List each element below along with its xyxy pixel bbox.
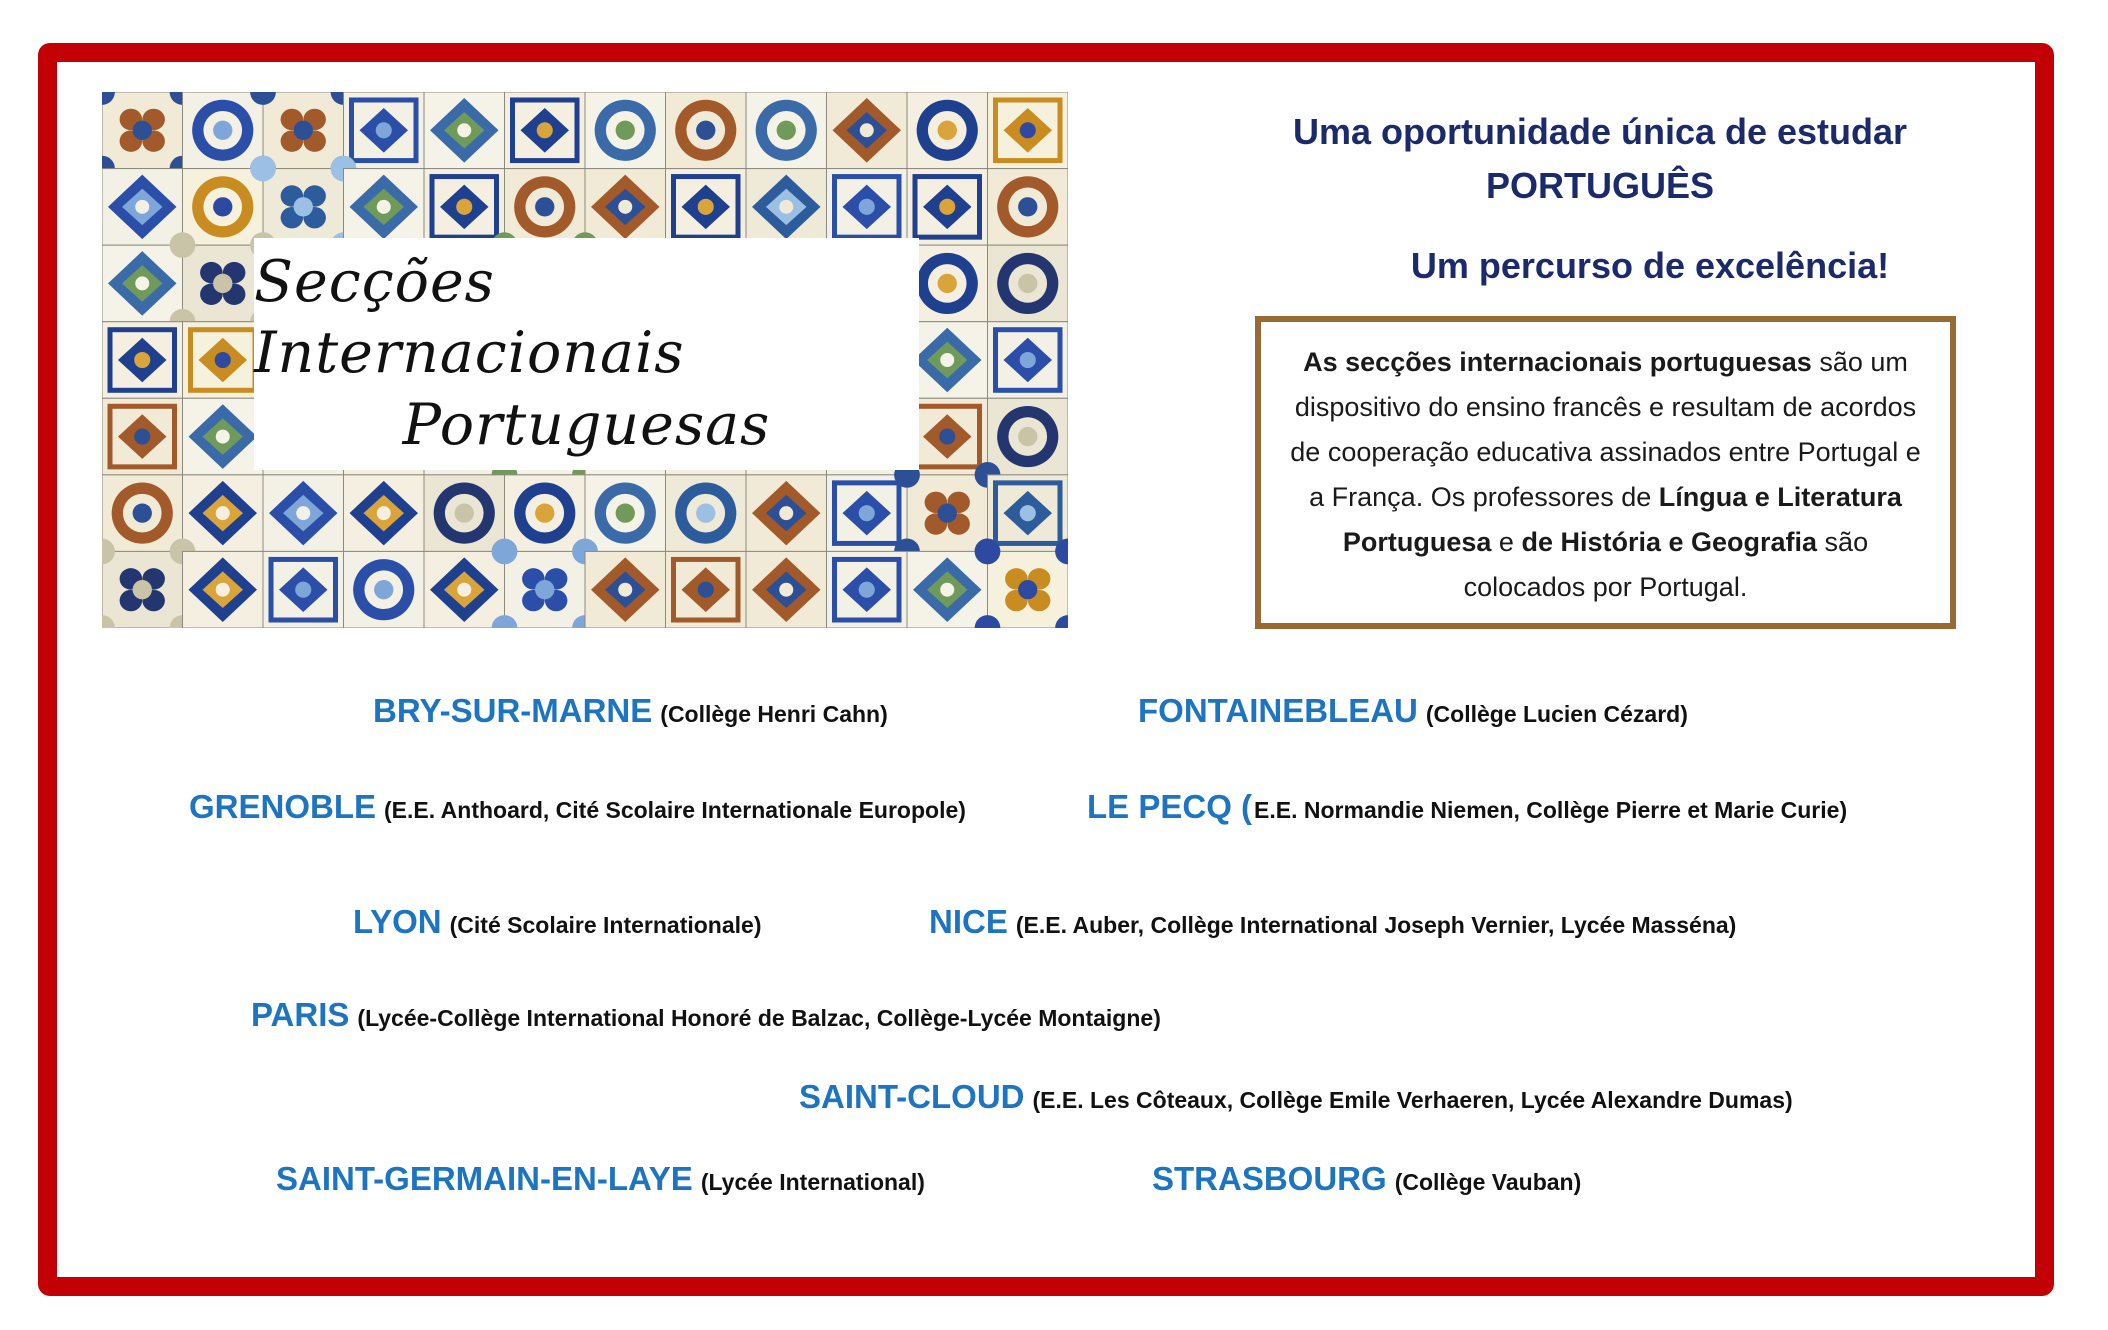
headline-line-1: Uma oportunidade única de estudar	[1292, 111, 1908, 152]
school-list: (E.E. Les Côteaux, Collège Emile Verhaeren, Lycée Alexandre Dumas)	[1032, 1087, 1793, 1113]
info-box	[1255, 316, 1956, 629]
school-list: (Collège Lucien Cézard)	[1425, 701, 1688, 727]
title-card	[254, 238, 919, 470]
city-name: BRY-SUR-MARNE	[373, 692, 653, 729]
headline-line-2: PORTUGUÊS	[1485, 165, 1715, 206]
city-entry-fontainebleau	[1138, 692, 1688, 730]
city-name: NICE	[929, 903, 1008, 940]
city-name: FONTAINEBLEAU	[1138, 692, 1418, 729]
city-name: SAINT-CLOUD	[799, 1078, 1025, 1115]
city-name: LE PECQ (	[1087, 788, 1253, 825]
school-list: (Lycée-Collège International Honoré de Balzac, Collège-Lycée Montaigne)	[357, 1005, 1161, 1031]
city-name: GRENOBLE	[189, 788, 377, 825]
city-entry-lyon	[353, 903, 762, 941]
city-entry-grenoble	[189, 788, 966, 826]
city-entry-le-pecq	[1087, 788, 1847, 826]
city-entry-paris	[251, 996, 1161, 1034]
city-entry-nice	[929, 903, 1736, 941]
info-bold-3: de História e Geografia	[1521, 527, 1818, 557]
city-name: PARIS	[251, 996, 350, 1033]
title-line-1: Secções Internacionais	[254, 249, 685, 387]
school-list: (E.E. Anthoard, Cité Scolaire Internationale Europole)	[384, 797, 966, 823]
school-list: (Cité Scolaire Internationale)	[449, 912, 762, 938]
school-list: (E.E. Auber, Collège International Joseph Vernier, Lycée Masséna)	[1015, 912, 1737, 938]
school-list: (Collège Vauban)	[1394, 1169, 1582, 1195]
city-entry-saint-germain-en-laye	[276, 1160, 925, 1198]
city-entry-saint-cloud	[799, 1078, 1793, 1116]
info-text-3: são colocados por Portugal.	[1463, 527, 1869, 602]
info-text-1: são um dispositivo do ensino francês e resultam de acordos de cooperação educativa assinados entre Portugal e a França. Os professores de	[1290, 347, 1921, 512]
school-list: E.E. Normandie Niemen, Collège Pierre et Marie Curie)	[1254, 797, 1848, 823]
school-list: (Collège Henri Cahn)	[660, 701, 888, 727]
city-name: SAINT-GERMAIN-EN-LAYE	[276, 1160, 693, 1197]
city-name: LYON	[353, 903, 442, 940]
school-list: (Lycée International)	[700, 1169, 925, 1195]
title-line-2: Portuguesas	[402, 391, 771, 458]
info-text-2: e	[1491, 527, 1522, 557]
info-bold-1: As secções internacionais portuguesas	[1303, 347, 1812, 377]
city-entry-strasbourg	[1152, 1160, 1581, 1198]
info-bold-2: Língua e Literatura Portuguesa	[1342, 482, 1902, 557]
city-entry-bry-sur-marne	[373, 692, 888, 730]
headline-line-3: Um percurso de excelência!	[1410, 245, 1890, 286]
city-name: STRASBOURG	[1152, 1160, 1387, 1197]
